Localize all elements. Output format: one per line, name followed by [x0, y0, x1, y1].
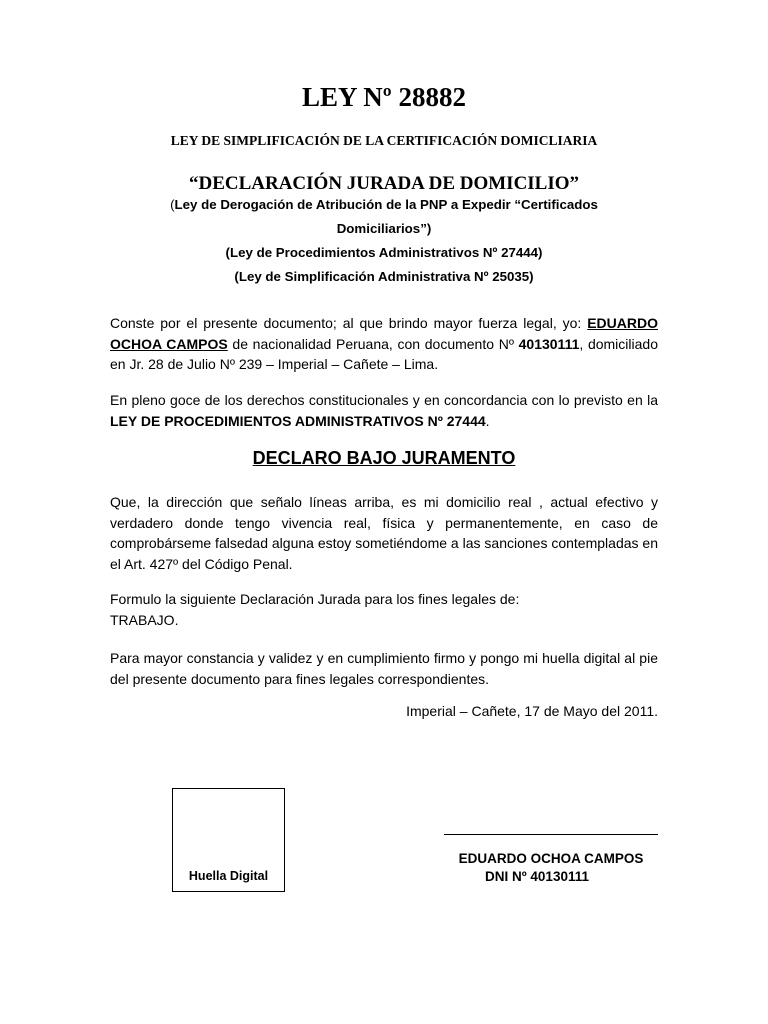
p2-text-b: .	[485, 412, 490, 429]
ref-derogation-line2: Domiciliarios”)	[336, 221, 432, 236]
paragraph-purpose	[110, 589, 658, 630]
declarant-name: EDUARDO OCHOA CAMPOS	[110, 315, 658, 352]
procedures-law-name: LEY DE PROCEDIMIENTOS ADMINISTRATIVOS Nº 27444	[110, 412, 486, 429]
sworn-declaration-heading	[0, 448, 768, 469]
declaration-title: “DECLARACIÓN JURADA DE DOMICILIO”	[188, 173, 580, 194]
paragraph-identification	[110, 313, 658, 375]
legal-reference-simplification: (Ley de Simplificación Administrativa Nº 25035)	[234, 269, 534, 284]
legal-reference-procedures: (Ley de Procedimientos Administrativos Nº 27444)	[225, 245, 543, 260]
heading-text: DECLARO BAJO JURAMENTO	[252, 448, 516, 468]
document-number: 40130111	[518, 335, 580, 352]
paragraph-closing: Para mayor constancia y validez y en cumplimiento firmo y pongo mi huella digital al pie del presente documento para fines legales correspondientes.	[110, 650, 658, 687]
legal-reference-derogation	[110, 193, 658, 241]
p1-text-c: , domiciliado en Jr. 28 de Julio Nº 239 – Imperial – Cañete – Lima.	[110, 335, 658, 372]
ref-derogation-line1: Ley de Derogación de Atribución de la PNP a Expedir “Certificados	[174, 197, 598, 212]
purpose-intro: Formulo la siguiente Declaración Jurada para los fines legales de:	[110, 591, 520, 607]
p1-text-b: de nacionalidad Peruana, con documento Nº	[227, 335, 519, 352]
paragraph-residence-statement: Que, la dirección que señalo líneas arriba, es mi domicilio real , actual efectivo y verdadero donde tengo vivencia real, física y permanentemente, en caso de comprobárseme falsedad alguna estoy sometiéndome a las sanciones contempladas en el Art. 427º del Código Penal.	[110, 494, 658, 572]
fingerprint-box	[172, 788, 285, 892]
paragraph-legal-basis	[110, 390, 658, 431]
p1-text-a: Conste por el presente documento; al que brindo mayor fuerza legal, yo:	[110, 315, 588, 331]
p2-text-a: En pleno goce de los derechos constitucionales y en concordancia con lo previsto en la	[110, 392, 658, 408]
fingerprint-label: Huella Digital	[188, 869, 269, 883]
purpose-value: TRABAJO.	[110, 611, 179, 628]
law-subtitle: LEY DE SIMPLIFICACIÓN DE LA CERTIFICACIÓN DOMICLIARIA	[170, 133, 598, 148]
ref-open-paren: (	[170, 197, 175, 212]
signer-name: EDUARDO OCHOA CAMPOS	[458, 851, 644, 866]
signature-line	[444, 834, 658, 835]
place-and-date: Imperial – Cañete, 17 de Mayo del 2011.	[406, 703, 658, 719]
signer-dni: DNI Nº 40130111	[484, 869, 589, 884]
law-title: LEY Nº 28882	[302, 82, 466, 112]
